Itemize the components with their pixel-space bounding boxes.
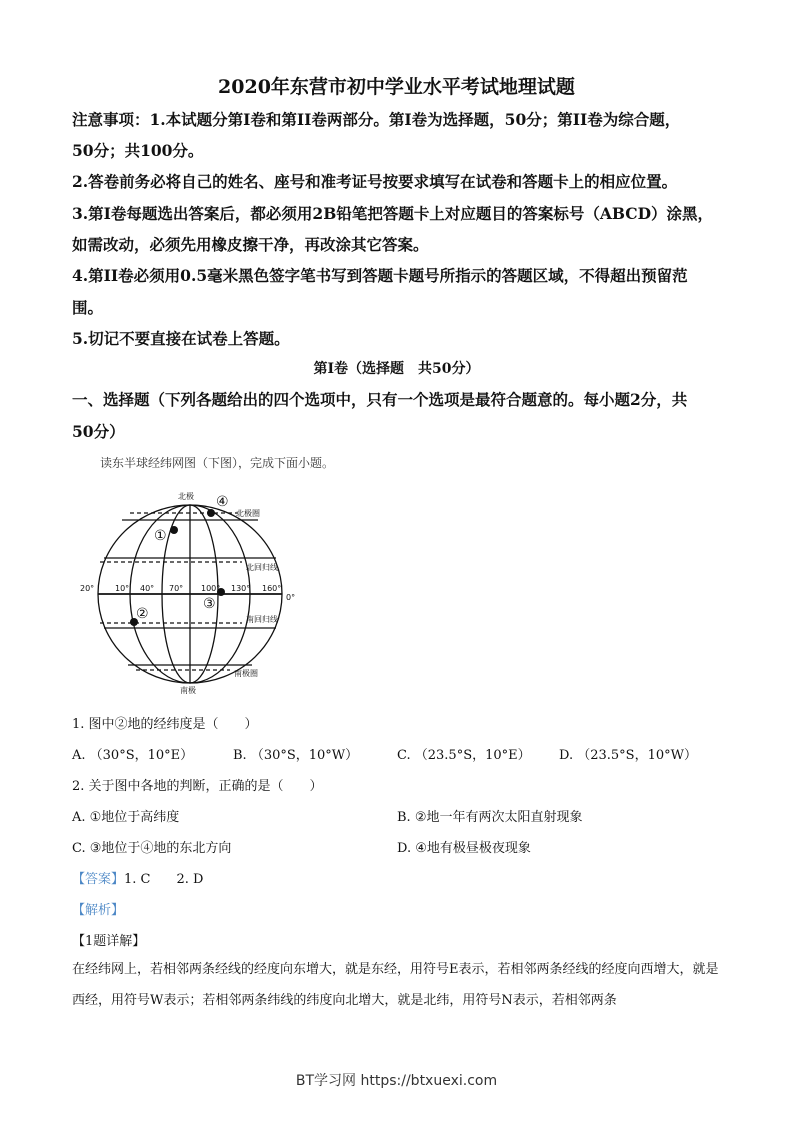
longitude-label: 20°	[80, 584, 95, 593]
longitude-label: 130°	[231, 584, 251, 593]
tropic-s-label: 南回归线	[246, 615, 278, 624]
point-4-label: ④	[216, 494, 229, 510]
point-1	[170, 526, 178, 534]
note-line: 注意事项：1.本试题分第Ⅰ卷和第II卷两部分。第Ⅰ卷为选择题，50分；第II卷为综合题，	[72, 110, 681, 129]
explanation-text: 在经纬网上，若相邻两条经线的经度向东增大，就是东经，用符号E表示，若相邻两条经线的经度向西增大，就是西经，用符号W表示；若相邻两条纬线的纬度向北增大，就是北纬，用符号N表示，若相邻两条	[72, 962, 719, 1008]
south-pole-label: 南极	[180, 686, 196, 695]
answer-line	[72, 868, 203, 887]
answer-value: 1. C 2. D	[124, 872, 204, 887]
analysis-label: 【解析】	[72, 903, 125, 918]
note-line: 4.第II卷必须用0.5毫米黑色签字笔书写到答题卡题号所指示的答题区域，不得超出预留范	[72, 266, 688, 285]
longitude-label: 40°	[140, 584, 155, 593]
q2-option-d: D. ④地有极昼极夜现象	[397, 841, 531, 856]
q2-option-c: C. ③地位于④地的东北方向	[72, 841, 232, 856]
figure-intro: 读东半球经纬网图（下图），完成下面小题。	[100, 456, 335, 470]
q2-option-b: B. ②地一年有两次太阳直射现象	[397, 810, 583, 825]
arctic-label: 北极圈	[236, 509, 260, 518]
q1-option-d: D. （23.5°S，10°W）	[559, 748, 697, 763]
note-line: 如需改动，必须先用橡皮擦干净，再改涂其它答案。	[72, 235, 429, 254]
longitude-label: 10°	[115, 584, 130, 593]
note-line: 50分；共100分。	[72, 141, 204, 160]
antarctic-label: 南极圈	[234, 669, 258, 678]
note-line: 围。	[72, 298, 104, 317]
note-line: 2.答卷前务必将自己的姓名、座号和准考证号按要求填写在试卷和答题卡上的相应位置。	[72, 172, 678, 191]
q1-option-a: A. （30°S，10°E）	[72, 748, 194, 763]
equator-label: 0°	[286, 593, 296, 602]
question-2-stem: 2. 关于图中各地的判断，正确的是（ ）	[72, 779, 323, 794]
north-pole-label: 北极	[178, 492, 194, 501]
q2-option-a: A. ①地位于高纬度	[72, 810, 180, 825]
part-heading: 一、选择题（下列各题给出的四个选项中，只有一个选项是最符合题意的。每小题2分，共	[72, 390, 688, 409]
q1-option-b: B. （30°S，10°W）	[233, 748, 359, 763]
note-line: 3.第Ⅰ卷每题选出答案后，都必须用2B铅笔把答题卡上对应题目的答案标号（ABCD）涂黑，	[72, 204, 714, 223]
note-line: 5.切记不要直接在试卷上答题。	[72, 329, 290, 348]
longitude-label: 70°	[169, 584, 184, 593]
page-title: 2020年东营市初中学业水平考试地理试题	[218, 76, 575, 98]
globe-figure	[70, 488, 310, 703]
longitude-label: 160°	[262, 584, 282, 593]
q1-option-c: C. （23.5°S，10°E）	[397, 748, 531, 763]
detail-heading: 【1题详解】	[72, 934, 146, 949]
point-3-label: ③	[203, 596, 216, 612]
point-2-label: ②	[136, 606, 149, 622]
answer-label: 【答案】	[72, 872, 125, 887]
point-1-label: ①	[154, 528, 167, 544]
tropic-n-label: 北回归线	[246, 563, 278, 572]
longitude-label: 100°	[201, 584, 221, 593]
section-title: 第Ⅰ卷（选择题 共50分）	[313, 361, 480, 377]
question-1-stem: 1. 图中②地的经纬度是（ ）	[72, 717, 258, 732]
footer-watermark: BT学习网 https://btxuexi.com	[295, 1073, 498, 1089]
part-heading: 50分）	[72, 422, 125, 441]
point-4	[207, 509, 215, 517]
